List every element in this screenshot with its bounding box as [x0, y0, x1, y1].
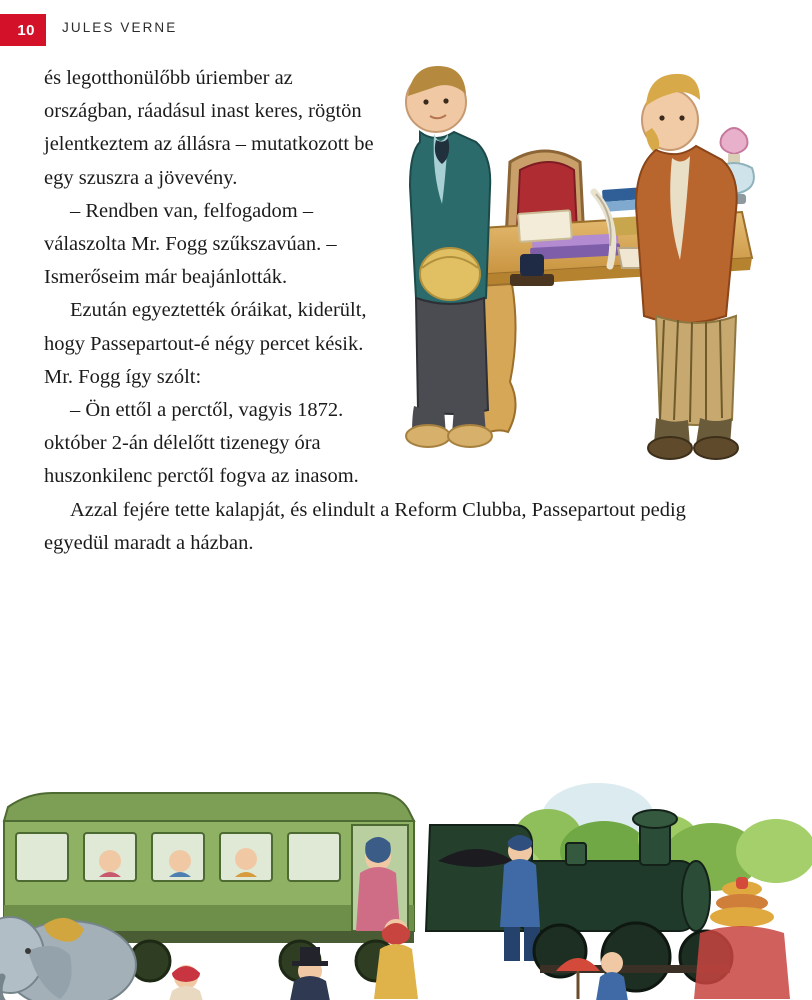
- page-number: 10: [0, 14, 46, 46]
- running-head: JULES VERNE: [62, 20, 178, 35]
- paragraph-2: – Rendben van, felfogadom – válaszolta Mr. Fogg szűkszavúan. – Ismerőseim már beajánlották.: [44, 199, 337, 289]
- page-header: [0, 14, 812, 48]
- paragraph-1: és legotthonülőbb úriember az országban, ráadásul inast keres, rögtön jelentkeztem az állásra – mutatkozott be egy szuszra a jövevény.: [44, 67, 374, 189]
- character-mr-fogg: [636, 74, 738, 459]
- character-passepartout: [406, 66, 492, 447]
- illustration-desk-scene: [370, 62, 800, 492]
- paragraph-5: Azzal fejére tette kalapját, és elindult a Reform Clubba, Passepartout pedig egyedül maradt a házban.: [44, 498, 686, 554]
- paragraph-3: Ezután egyeztették óráikat, kiderült, hogy Passepartout-é négy percet késik. Mr. Fogg így szólt:: [44, 299, 367, 388]
- paragraph-4: – Ön ettől a perctől, vagyis 1872. október 2-án délelőtt tizenegy óra huszonkilenc perctől fogva az inasom.: [44, 399, 359, 488]
- illustration-train-scene: [0, 765, 812, 1000]
